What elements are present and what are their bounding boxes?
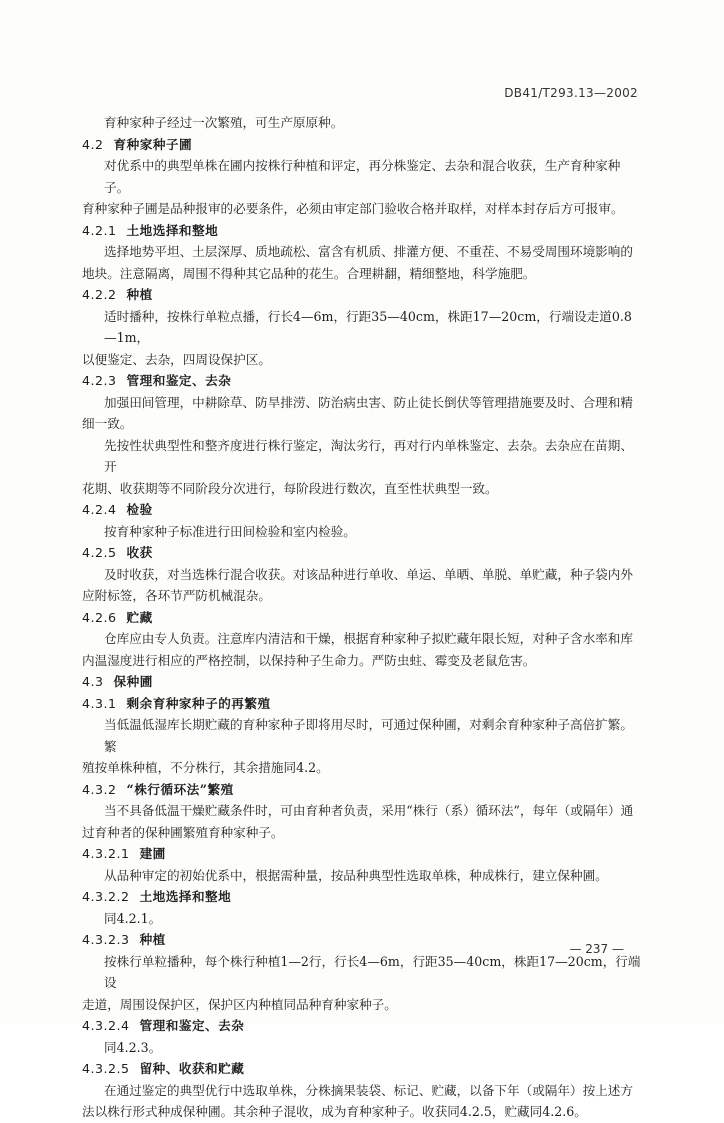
section-number: 4.3.2.3: [82, 932, 130, 947]
section-title: 育种家种子圃: [113, 136, 193, 152]
section-heading: [82, 134, 642, 156]
section-heading: [82, 671, 642, 693]
section-title: 种植: [126, 287, 153, 302]
paragraph-line: 先按性状典型性和整齐度进行株行鉴定，淘汰劣行，再对行内单株鉴定、去杂。去杂应在苗期、开: [104, 437, 633, 474]
paragraph-line: 同4.2.3。: [104, 1039, 162, 1055]
paragraph-line: 同4.2.1。: [104, 910, 162, 926]
section-title: 建圃: [139, 846, 166, 861]
section-heading: [82, 499, 642, 521]
paragraph-line: 殖按单株种植，不分株行，其余措施同4.2。: [82, 760, 329, 775]
section-heading: [82, 220, 642, 242]
section-number: 4.3.2: [82, 781, 117, 797]
section-number: 4.2.2: [82, 287, 117, 302]
section-number: 4.2.4: [82, 502, 117, 517]
paragraph-line: 以便鉴定、去杂，四周设保护区。: [82, 351, 271, 367]
section-heading: [82, 542, 642, 564]
section-number: 4.3.2.5: [82, 1061, 130, 1076]
section-title: 收获: [126, 545, 153, 560]
paragraph-line: 地块。注意隔离，周围不得种其它品种的花生。合理耕翻，精细整地，科学施肥。: [82, 265, 536, 281]
section-number: 4.2.3: [82, 373, 117, 388]
paragraph-line: 育种家种子经过一次繁殖，可生产原原种。: [104, 115, 344, 130]
paragraph-line: 及时收获，对当选株行混合收获。对该品种进行单收、单运、单晒、单脱、单贮藏，种子袋内外: [104, 566, 633, 582]
paragraph-line: 花期、收获期等不同阶段分次进行，每阶段进行数次，直至性状典型一致。: [82, 480, 498, 496]
section-number: 4.3.2.2: [82, 889, 130, 904]
paragraph-line: 按株行单粒播种，每个株行种植1—2行，行长4—6m，行距35—40cm，株距17—20cm，行端设: [104, 953, 641, 990]
section-heading: [82, 843, 642, 865]
section-heading: [82, 929, 642, 951]
section-title: 保种圃: [113, 674, 153, 689]
section-heading: [82, 370, 642, 392]
section-title: 管理和鉴定、去杂: [139, 1018, 245, 1033]
document-body: [82, 112, 642, 1123]
section-number: 4.2.1: [82, 222, 117, 238]
paragraph-line: 走道，周围设保护区，保护区内种植同品种育种家种子。: [82, 996, 397, 1012]
section-title: 管理和鉴定、去杂: [126, 373, 232, 388]
paragraph-line: 在通过鉴定的典型优行中选取单株，分株摘果装袋、标记、贮藏，以备下年（或隔年）按上述方: [104, 1082, 633, 1098]
section-title: 贮藏: [126, 609, 153, 625]
paragraph-line: 按育种家种子标准进行田间检验和室内检验。: [104, 523, 356, 539]
paragraph-line: 选择地势平坦、土层深厚、质地疏松、富含有机质、排灌方便、不重茬、不易受周围环境影响的: [104, 244, 633, 259]
section-title: 剩余育种家种子的再繁殖: [126, 695, 271, 711]
section-title: 检验: [126, 502, 153, 517]
section-heading: [82, 693, 642, 715]
paragraph-line: 从品种审定的初始优系中，根据需种量，按品种典型性选取单株，种成株行，建立保种圃。: [104, 867, 608, 883]
paragraph-line: 内温湿度进行相应的严格控制，以保持种子生命力。严防虫蛀、霉变及老鼠危害。: [82, 652, 536, 668]
paragraph-line: 当低温低湿库长期贮藏的育种家种子即将用尽时，可通过保种圃，对剩余育种家种子高倍扩繁。繁: [104, 717, 633, 754]
section-title: 土地选择和整地: [139, 889, 232, 904]
section-number: 4.3.2.1: [82, 846, 130, 861]
paragraph-line: 法以株行形式种成保种圃。其余种子混收，成为育种家种子。收获同4.2.5，贮藏同4.2.6。: [82, 1104, 587, 1119]
section-heading: [82, 886, 642, 908]
section-heading: [82, 1058, 642, 1080]
document-code: DB41/T293.13—2002: [504, 86, 638, 100]
section-number: 4.2.6: [82, 609, 117, 625]
section-heading: [82, 779, 642, 801]
paragraph-line: 仓库应由专人负责。注意库内清洁和干燥，根据育种家种子拟贮藏年限长短，对种子含水率和库: [104, 631, 633, 646]
paragraph-line: 适时播种，按株行单粒点播，行长4—6m，行距35—40cm，株距17—20cm，行端设走道0.8—1m，: [104, 308, 632, 345]
section-title: “株行循环法”繁殖: [126, 781, 234, 797]
section-heading: [82, 284, 642, 306]
paragraph-line: 当不具备低温干燥贮藏条件时，可由育种者负责，采用“株行（系）循环法”，每年（或隔年）通: [104, 803, 634, 818]
section-heading: [82, 607, 642, 629]
page-number: — 237 —: [569, 942, 624, 956]
paragraph-line: 应附标签，各环节严防机械混杂。: [82, 588, 271, 603]
section-title: 土地选择和整地: [126, 222, 219, 238]
section-title: 种植: [139, 932, 166, 947]
section-number: 4.2.5: [82, 545, 117, 560]
section-number: 4.3.1: [82, 695, 117, 711]
section-title: 留种、收获和贮藏: [139, 1061, 245, 1076]
paragraph-line: 过育种者的保种圃繁殖育种家种子。: [82, 824, 284, 840]
section-number: 4.2: [82, 136, 104, 152]
section-number: 4.3.2.4: [82, 1018, 130, 1033]
paragraph-line: 加强田间管理，中耕除草、防旱排涝、防治病虫害、防止徒长倒伏等管理措施要及时、合理和精: [104, 394, 633, 410]
paragraph-line: 细一致。: [82, 416, 133, 431]
section-number: 4.3: [82, 674, 104, 689]
section-heading: [82, 1015, 642, 1037]
paragraph-line: 对优系中的典型单株在圃内按株行种植和评定，再分株鉴定、去杂和混合收获，生产育种家种子。: [104, 158, 621, 195]
paragraph-line: 育种家种子圃是品种报审的必要条件，必须由审定部门验收合格并取样，对样本封存后方可报审。: [82, 201, 624, 216]
